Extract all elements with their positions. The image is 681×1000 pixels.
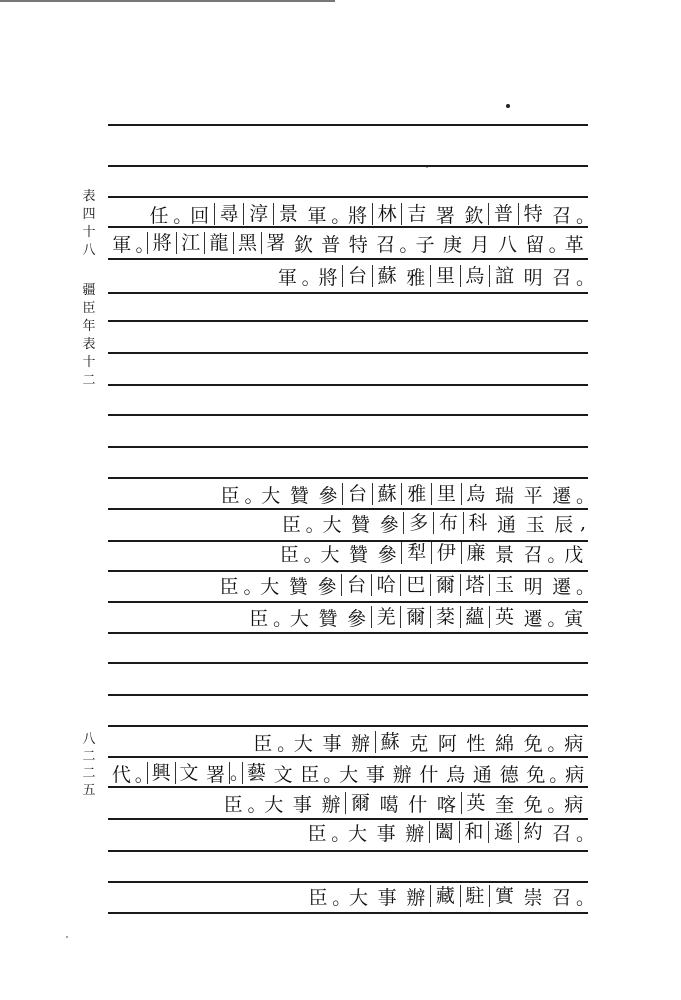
entry-char: 江 (176, 232, 204, 254)
entry-char: 辦 (321, 793, 341, 816)
entry-char: 大 (261, 484, 281, 507)
table-rule (108, 477, 588, 479)
entry-char: 庚 (443, 233, 463, 256)
entry-char: 戊 (564, 543, 584, 566)
entry-char: 蘊 (460, 606, 490, 628)
entry-char: 英 (489, 606, 519, 628)
table-row (108, 571, 596, 599)
margin-header (80, 190, 98, 392)
entry-char: 爾 (400, 606, 430, 628)
table-rule (108, 384, 588, 386)
entry-char: 。 (549, 763, 569, 786)
page-number (80, 733, 98, 801)
entry-char: 興 (147, 762, 175, 784)
entry-char: 科 (463, 512, 493, 534)
entry-char: 辦 (405, 822, 425, 845)
page-number-char: 五 (82, 783, 96, 798)
entry-char: 辰 (554, 513, 574, 536)
entry-char: 月 (470, 233, 490, 256)
entry-char: 將 (318, 266, 338, 289)
entry-char: 召 (552, 204, 572, 227)
entry-char: 羌 (371, 606, 401, 628)
entry-char: 伊 (431, 542, 461, 564)
entry-char: 蘇 (372, 483, 402, 505)
entry-char: 布 (433, 512, 463, 534)
entry-char: 事 (292, 793, 312, 816)
entry-char: 辦 (351, 732, 371, 755)
entry-char: 大 (260, 575, 280, 598)
entry-char: 臣 (253, 732, 273, 755)
entry-char: 烏 (461, 483, 491, 505)
table-rule (108, 165, 588, 167)
table-rule (108, 756, 588, 758)
entry-char: 奎 (495, 793, 515, 816)
entry-char: 藏 (430, 885, 460, 907)
entry-char: 棻 (430, 606, 460, 628)
margin-char: 四 (82, 207, 96, 222)
entry-char: 闔 (429, 821, 459, 843)
entry-char: 欽 (464, 204, 484, 227)
entry-char: 和 (459, 821, 489, 843)
entry-char: 。 (332, 886, 352, 909)
entry-char: 。 (547, 732, 567, 755)
entry-char: 。 (243, 575, 263, 598)
table-rule (108, 632, 588, 634)
entry-char: 德 (499, 763, 519, 786)
entry-char: 通 (497, 513, 517, 536)
entry-char: 署 (435, 204, 455, 227)
entry-char: 回 (190, 204, 210, 227)
entry-char: 參 (347, 607, 367, 630)
entry-char: 病 (564, 793, 584, 816)
entry-char: 明 (523, 266, 543, 289)
entry-char: 。 (576, 204, 596, 227)
page-number-char: 二 (82, 766, 96, 781)
entry-char: 署 (206, 763, 226, 786)
entry-char: 尋 (214, 203, 244, 225)
entry-char: 遷 (552, 484, 572, 507)
entry-char: 。 (547, 793, 567, 816)
entry-char: 臣 (249, 607, 269, 630)
table-row (108, 818, 596, 846)
table-rule (108, 258, 588, 260)
table-rule (108, 850, 588, 852)
table-row (108, 789, 588, 817)
entry-char: 玉 (525, 513, 545, 536)
entry-char: 。 (135, 233, 155, 256)
entry-char: 噶 (379, 793, 399, 816)
entry-char: 免 (526, 763, 546, 786)
table-row (108, 759, 588, 787)
entry-char: 蘇 (375, 731, 405, 753)
table-rule (108, 662, 588, 664)
entry-char: 將 (147, 232, 175, 254)
margin-char: 年 (82, 319, 96, 334)
margin-char: 疆 (82, 283, 96, 298)
table-rule (108, 414, 588, 416)
entry-char: 病 (564, 732, 584, 755)
entry-char: 。 (277, 732, 297, 755)
entry-char: 將 (348, 204, 368, 227)
entry-char: 台 (341, 574, 371, 596)
entry-char: 阿 (437, 732, 457, 755)
entry-char: 爾 (430, 574, 460, 596)
entry-char: 大 (348, 822, 368, 845)
entry-char: 。 (547, 607, 567, 630)
entry-char: 子 (415, 233, 435, 256)
entry-char: 大 (339, 763, 359, 786)
entry-char: 參 (379, 513, 399, 536)
entry-char: 寅 (564, 607, 584, 630)
entry-char: 誼 (489, 265, 519, 287)
entry-char: 哈 (371, 574, 401, 596)
entry-char: 。 (399, 233, 419, 256)
entry-char: 犁 (401, 542, 431, 564)
entry-char: 。 (331, 204, 351, 227)
margin-char: 二 (82, 373, 96, 388)
entry-char: 平 (523, 484, 543, 507)
entry-char: 。 (303, 543, 323, 566)
entry-char: 事 (377, 886, 397, 909)
entry-char: 遷 (523, 607, 543, 630)
entry-char: 。 (273, 607, 293, 630)
entry-char: 瑞 (495, 484, 515, 507)
entry-char: 八 (497, 233, 517, 256)
entry-char: 。 (331, 822, 351, 845)
table-rule (108, 725, 588, 727)
entry-char: 通 (472, 763, 492, 786)
entry-char: 約 (518, 821, 548, 843)
entry-char: 雅 (401, 483, 431, 505)
table-row (108, 509, 588, 537)
entry-char: 淳 (243, 203, 273, 225)
entry-char: 蘇 (372, 265, 402, 287)
margin-char: 八 (82, 243, 96, 258)
entry-char: 綿 (495, 732, 515, 755)
entry-char: , (579, 512, 587, 534)
entry-char: 遜 (488, 821, 518, 843)
entry-char: 辦 (406, 886, 426, 909)
entry-char: 臣 (219, 575, 239, 598)
entry-char: 特 (518, 203, 548, 225)
entry-char: 臣 (308, 886, 328, 909)
entry-char: 革 (564, 233, 584, 256)
entry-char: 辦 (392, 763, 412, 786)
entry-char: 召 (552, 822, 572, 845)
entry-char: 烏 (460, 265, 490, 287)
entry-char: 軍 (112, 233, 132, 256)
entry-char: 大 (293, 732, 313, 755)
entry-char: 文 (273, 763, 293, 786)
page-number-char: 二 (82, 749, 96, 764)
entry-char: 贊 (288, 575, 308, 598)
entry-char: 烏 (446, 763, 466, 786)
entry-char: 召 (523, 543, 543, 566)
entry-char: 大 (349, 886, 369, 909)
entry-char: 。 (230, 762, 250, 784)
entry-char: 廉 (461, 542, 491, 564)
entry-char: 任 (149, 204, 169, 227)
entry-char: 台 (342, 265, 372, 287)
table-rule (108, 124, 588, 126)
entry-char: 台 (342, 483, 372, 505)
entry-char: 遷 (552, 575, 572, 598)
entry-char: 文 (175, 762, 203, 784)
entry-char: 免 (523, 793, 543, 816)
entry-char: 參 (377, 543, 397, 566)
entry-char: 署 (261, 232, 289, 254)
entry-char: 事 (365, 763, 385, 786)
entry-char: 贊 (318, 607, 338, 630)
entry-char: 里 (430, 265, 460, 287)
table-rule (108, 694, 588, 696)
entry-char: 。 (547, 543, 567, 566)
entry-char: 臣 (307, 822, 327, 845)
entry-char: 。 (576, 266, 596, 289)
margin-char: 十 (82, 225, 96, 240)
entry-char: 什 (408, 793, 428, 816)
entry-char: 。 (173, 204, 193, 227)
table-row (108, 728, 588, 756)
entry-char: 性 (466, 732, 486, 755)
entry-char: 什 (419, 763, 439, 786)
entry-char: 藝 (242, 762, 270, 784)
entry-char: 參 (317, 575, 337, 598)
entry-char: 。 (134, 763, 154, 786)
entry-char: 普 (321, 233, 341, 256)
entry-char: 玉 (489, 574, 519, 596)
entry-char: 塔 (460, 574, 490, 596)
entry-char: 崇 (523, 886, 543, 909)
entry-char: 留 (525, 233, 545, 256)
table-rule (108, 446, 588, 448)
entry-char: 巴 (400, 574, 430, 596)
table-rule (108, 292, 588, 294)
entry-char: 贊 (351, 513, 371, 536)
entry-char: 里 (431, 483, 461, 505)
entry-char: 景 (495, 543, 515, 566)
entry-char: 明 (523, 575, 543, 598)
entry-char: 免 (523, 732, 543, 755)
entry-char: 。 (576, 484, 596, 507)
entry-char: 多 (403, 512, 433, 534)
entry-char: 喀 (436, 793, 456, 816)
entry-char: 。 (323, 763, 343, 786)
entry-char: 。 (548, 233, 568, 256)
entry-char: 。 (576, 886, 596, 909)
entry-char: 實 (489, 885, 519, 907)
entry-char: 。 (576, 575, 596, 598)
table-rule (108, 196, 588, 198)
entry-char: 軍 (277, 266, 297, 289)
margin-char: 臣 (82, 301, 96, 316)
table-row (108, 480, 596, 508)
entry-char: 臣 (300, 763, 320, 786)
entry-char: 軍 (307, 204, 327, 227)
entry-char: 臣 (279, 543, 299, 566)
paper-speck (66, 936, 68, 938)
entry-char: 臣 (281, 513, 301, 536)
table-row (108, 200, 596, 228)
entry-char: 吉 (401, 203, 431, 225)
entry-char: 黑 (233, 232, 261, 254)
entry-char: 大 (322, 513, 342, 536)
entry-char: 大 (289, 607, 309, 630)
margin-char: 十 (82, 355, 96, 370)
entry-char: 代 (111, 763, 131, 786)
entry-char: 克 (409, 732, 429, 755)
entry-char: 召 (552, 886, 572, 909)
entry-char: 。 (244, 484, 264, 507)
table-row (108, 539, 588, 567)
entry-char: 大 (320, 543, 340, 566)
entry-char: 病 (565, 763, 585, 786)
page-number-char: 八 (82, 732, 96, 747)
entry-char: 參 (318, 484, 338, 507)
table-row (108, 262, 596, 290)
entry-char: 林 (372, 203, 402, 225)
entry-char: 。 (576, 822, 596, 845)
entry-char: 召 (376, 233, 396, 256)
entry-char: 。 (247, 793, 267, 816)
table-rule (108, 912, 588, 914)
table-rule (108, 352, 588, 354)
entry-char: 臣 (223, 793, 243, 816)
table-row (108, 882, 596, 910)
entry-char: 英 (461, 792, 491, 814)
margin-char: 表 (82, 189, 96, 204)
entry-char: 駐 (460, 885, 490, 907)
ink-dot (506, 104, 510, 108)
table-row (108, 229, 588, 257)
table-rule (108, 320, 588, 322)
entry-char: 龍 (204, 232, 232, 254)
entry-char: 事 (322, 732, 342, 755)
entry-char: 贊 (349, 543, 369, 566)
entry-char: 雅 (406, 266, 426, 289)
entry-char: 臣 (220, 484, 240, 507)
entry-char: 爾 (345, 792, 375, 814)
entry-char: 大 (264, 793, 284, 816)
table-row (108, 603, 588, 631)
entry-char: 特 (348, 233, 368, 256)
entry-char: 事 (376, 822, 396, 845)
entry-char: 普 (488, 203, 518, 225)
entry-char: 召 (552, 266, 572, 289)
entry-char: 景 (273, 203, 303, 225)
margin-char: 表 (82, 337, 96, 352)
entry-char: 贊 (289, 484, 309, 507)
entry-char: 欽 (293, 233, 313, 256)
entry-char: 。 (301, 266, 321, 289)
entry-char: 。 (305, 513, 325, 536)
top-edge-line (0, 0, 335, 2)
